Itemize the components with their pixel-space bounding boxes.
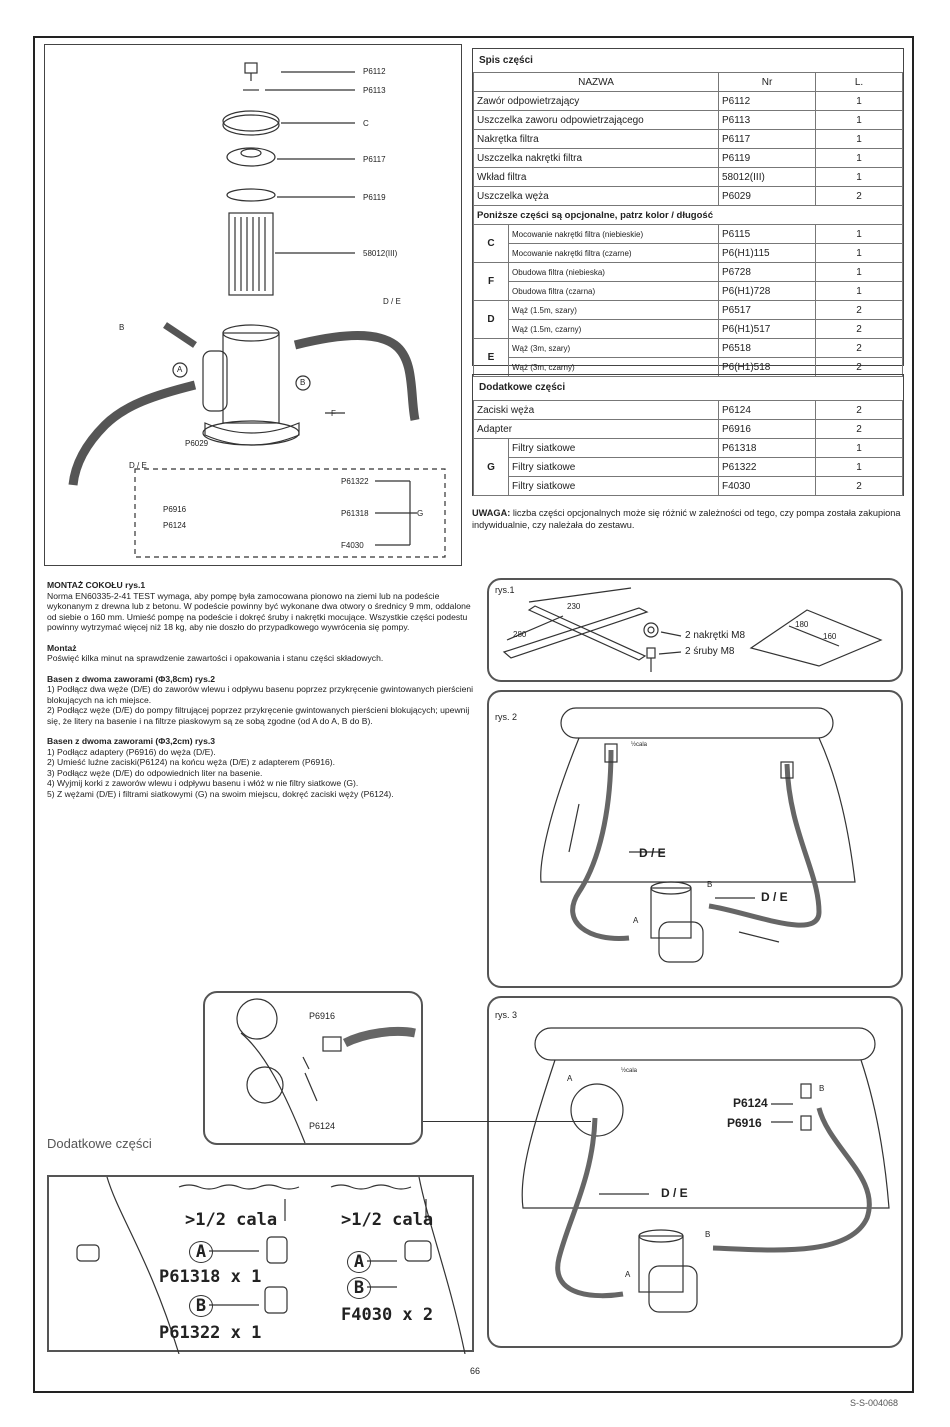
part-name: Wąż (1.5m, szary) [509, 301, 719, 320]
fig1-bolts: 2 śruby M8 [685, 646, 735, 657]
fig2-half-inch: ½cala [631, 742, 648, 748]
right-b: B [347, 1277, 371, 1299]
table-row [474, 130, 903, 149]
table-row [474, 263, 903, 282]
label-f: F [331, 409, 336, 418]
table-row [474, 458, 903, 477]
part-name: Uszczelka węża [474, 187, 719, 206]
fig1-label: rys.1 [495, 585, 515, 595]
parts-list-panel [472, 48, 904, 373]
table-row [474, 339, 903, 358]
exploded-view-panel [44, 44, 462, 566]
table-row [474, 225, 903, 244]
table-row [474, 149, 903, 168]
hose-right [295, 336, 415, 420]
fig3-p6124: P6124 [733, 1096, 768, 1110]
part-qty: 1 [816, 149, 903, 168]
part-name: Mocowanie nakrętki filtra (niebieskie) [509, 225, 719, 244]
kit-g: G [417, 509, 424, 518]
part-name: Adapter [474, 420, 719, 439]
part-name: Filtry siatkowe [509, 477, 719, 496]
part-name: Uszczelka zaworu odpowietrzającego [474, 111, 719, 130]
instructions [47, 580, 477, 799]
group-letter: F [474, 263, 509, 301]
label-p6029: P6029 [185, 439, 209, 448]
kit-p6916: P6916 [163, 505, 187, 514]
label-de-bottom: D / E [129, 461, 147, 470]
pool2-step-4: 4) Wyjmij korki z zaworów wlewu i odpływu basenu i włóż w nie filtry siatkowe (G). [47, 778, 359, 788]
group-letter: E [474, 339, 509, 377]
pool1-step-2: 2) Podłącz węże (D/E) do pompy filtrującej poprzez przykręcenie gwintowanych pierścieni blokujących; upewnij się, że litery na basenie i na filtrze piaskowym są ze sobą zgodne (od A do A, B do B). [47, 705, 470, 726]
table-row [474, 111, 903, 130]
part-name: Zawór odpowietrzający [474, 92, 719, 111]
part-qty: 2 [816, 477, 903, 496]
pool-rim [561, 708, 833, 738]
page-number: 66 [470, 1366, 481, 1376]
part-nr: 58012(III) [719, 168, 816, 187]
pool-connection-diagram-2 [489, 692, 905, 990]
part-nr: F4030 [719, 477, 816, 496]
fig2-label: rys. 2 [495, 712, 518, 722]
exploded-diagram [45, 45, 463, 567]
extra-parts-panel [472, 374, 904, 496]
fig3-b-bottom: B [705, 1230, 711, 1239]
note [472, 507, 902, 531]
part-name: Wąż (3m, szary) [509, 339, 719, 358]
pool1-step-1: 1) Podłącz dwa węże (D/E) do zaworów wlewu i odpływu basenu poprzez przykręcenie gwintowanych pierścieni blokujących na ich miejsce. [47, 684, 474, 705]
fig3-half-inch: ½cala [621, 1068, 638, 1074]
pool1-title: Basen z dwoma zaworami (Φ3,8cm) rys.2 [47, 673, 216, 684]
mount-title: MONTAŻ COKOŁU rys.1 [47, 580, 146, 590]
part-qty: 1 [816, 111, 903, 130]
pool2-step-1: 1) Podłącz adaptery (P6916) do węża (D/E). [47, 746, 216, 757]
note-label: UWAGA: [472, 508, 511, 518]
part-nr: P6119 [719, 149, 816, 168]
col-qty: L. [816, 73, 903, 92]
part-name: Wąż (3m, czarny) [509, 358, 719, 377]
extra-section-panel [47, 1175, 474, 1352]
label-b-right: B [300, 378, 306, 387]
label-de-top: D / E [383, 297, 401, 306]
assembly-text: Poświęć kilka minut na sprawdzenie zawartości i opakowania i stanu części składowych. [47, 653, 384, 663]
part-nr: P6029 [719, 187, 816, 206]
left-b-part: P61322 x 1 [159, 1323, 262, 1343]
kit-p6124: P6124 [163, 521, 187, 530]
extra-section-title: Dodatkowe części [47, 1136, 152, 1151]
part-qty: 1 [816, 168, 903, 187]
part-qty: 2 [816, 420, 903, 439]
part-qty: 1 [816, 263, 903, 282]
optional-title: Poniższe części są opcjonalne, patrz kolor / długość [474, 206, 903, 225]
part-qty: 1 [816, 92, 903, 111]
detail-p6124: P6124 [309, 1121, 336, 1131]
part-qty: 1 [816, 244, 903, 263]
fig2-b: B [707, 880, 713, 889]
part-name: Obudowa filtra (niebieska) [509, 263, 719, 282]
part-nr: P6728 [719, 263, 816, 282]
part-nr: P61318 [719, 439, 816, 458]
table-row [474, 420, 903, 439]
left-b: B [189, 1295, 213, 1317]
table-row [474, 168, 903, 187]
fig1-dim-280: 280 [513, 630, 527, 639]
fig1-nuts: 2 nakrętki M8 [685, 630, 746, 641]
label-p6112: P6112 [363, 67, 386, 76]
fig2-a: A [633, 916, 639, 925]
table-row [474, 320, 903, 339]
filter-cartridge [229, 213, 273, 295]
pool2-step-2: 2) Umieść luźne zaciski(P6124) na końcu węża (D/E) z adapterem (P6916). [47, 757, 336, 767]
col-nr: Nr [719, 73, 816, 92]
part-qty: 2 [816, 358, 903, 377]
part-name: Filtry siatkowe [509, 458, 719, 477]
label-b-left: B [119, 323, 125, 332]
pool2-step-5: 5) Z wężami (D/E) i filtrami siatkowymi (G) na swoim miejscu, dokręć zaciski węży (P6124). [47, 788, 394, 799]
part-name: Obudowa filtra (czarna) [509, 282, 719, 301]
figure-2 [487, 690, 903, 988]
adapter-detail [203, 991, 423, 1145]
label-p6117: P6117 [363, 155, 386, 164]
part-qty: 2 [816, 339, 903, 358]
part-qty: 2 [816, 301, 903, 320]
part-nr: P61322 [719, 458, 816, 477]
air-valve [245, 63, 257, 73]
part-qty: 1 [816, 282, 903, 301]
left-a: A [189, 1241, 213, 1263]
detail-p6916: P6916 [309, 1011, 336, 1021]
part-name: Wąż (1.5m, czarny) [509, 320, 719, 339]
part-nr: P6(H1)518 [719, 358, 816, 377]
part-qty: 1 [816, 439, 903, 458]
part-qty: 1 [816, 130, 903, 149]
part-nr: P6117 [719, 130, 816, 149]
col-name: NAZWA [474, 73, 719, 92]
part-qty: 2 [816, 401, 903, 420]
right-heading: >1/2 cala [341, 1210, 434, 1230]
table-row [474, 477, 903, 496]
part-nr: P6916 [719, 420, 816, 439]
part-name: Mocowanie nakrętki filtra (czarne) [509, 244, 719, 263]
part-nr: P6112 [719, 92, 816, 111]
part-nr: P6115 [719, 225, 816, 244]
pool-connection-diagram-3 [489, 998, 905, 1350]
part-nr: P6(H1)115 [719, 244, 816, 263]
part-qty: 1 [816, 458, 903, 477]
label-cartridge: 58012(III) [363, 249, 398, 258]
hose-left [73, 385, 195, 485]
parts-table [473, 72, 903, 377]
part-qty: 2 [816, 187, 903, 206]
label-c: C [363, 119, 369, 128]
right-part: F4030 x 2 [341, 1305, 434, 1325]
left-heading: >1/2 cala [185, 1210, 278, 1230]
fig3-p6916: P6916 [727, 1116, 762, 1130]
fig3-de: D / E [661, 1186, 688, 1200]
filter-cap-ring [223, 115, 279, 135]
right-a: A [347, 1251, 371, 1273]
part-name: Filtry siatkowe [509, 439, 719, 458]
part-nr: P6124 [719, 401, 816, 420]
pump-housing [223, 333, 279, 423]
part-nr: P6(H1)728 [719, 282, 816, 301]
fig1-dim-230: 230 [567, 602, 581, 611]
label-p6119: P6119 [363, 193, 386, 202]
parts-list-title: Spis części [479, 55, 533, 66]
connector-line [423, 1121, 591, 1122]
part-nr: P6518 [719, 339, 816, 358]
label-a: A [177, 365, 183, 374]
figure-1 [487, 578, 903, 682]
part-name: Nakrętka filtra [474, 130, 719, 149]
fig1-dim-180: 180 [795, 620, 809, 629]
fig3-a-top: A [567, 1074, 573, 1083]
fig3-b-top: B [819, 1084, 825, 1093]
mount-text: Norma EN60335-2-41 TEST wymaga, aby pompę była zamocowana pionowo na ziemi lub na podeście wykonanym z drewna lub z betonu. W podeście powinny być wykonane dwa otwory o średnicy 9 mm, oddalone od siebie o 160 mm. Umieść pompę na podeście i dokręć śruby i nakrętki mocujące. Wszystkie części podestu powinny wytrzymać więcej niż 18 kg, aby nie doszło do przypadkowego wywrócenia się pompy. [47, 590, 471, 632]
part-name: Uszczelka nakrętki filtra [474, 149, 719, 168]
table-row [474, 439, 903, 458]
left-a-part: P61318 x 1 [159, 1267, 262, 1287]
fig2-de-2: D / E [761, 890, 788, 904]
part-name: Wkład filtra [474, 168, 719, 187]
fig3-label: rys. 3 [495, 1010, 518, 1020]
pool2-title: Basen z dwoma zaworami (Φ3,2cm) rys.3 [47, 736, 216, 746]
group-letter: G [474, 439, 509, 496]
assembly-title: Montaż [47, 642, 77, 653]
kit-p61318: P61318 [341, 509, 369, 518]
part-qty: 2 [816, 320, 903, 339]
group-letter: C [474, 225, 509, 263]
table-row [474, 282, 903, 301]
kit-p61322: P61322 [341, 477, 369, 486]
pool2-step-3: 3) Podłącz węże (D/E) do odpowiednich liter na basenie. [47, 767, 263, 778]
fig3-a-bottom: A [625, 1270, 631, 1279]
fig2-de-1: D / E [639, 846, 666, 860]
part-nr: P6(H1)517 [719, 320, 816, 339]
table-row [474, 401, 903, 420]
table-row [474, 244, 903, 263]
part-nr: P6113 [719, 111, 816, 130]
figure-3 [487, 996, 903, 1348]
footer-code: S-S-004068 [850, 1398, 899, 1408]
table-row [474, 187, 903, 206]
table-row [474, 301, 903, 320]
part-nr: P6517 [719, 301, 816, 320]
kit-f4030: F4030 [341, 541, 364, 550]
table-row [474, 92, 903, 111]
part-name: Zaciski węża [474, 401, 719, 420]
fig1-dim-160: 160 [823, 632, 837, 641]
cap-seal [227, 189, 275, 201]
extra-parts-title: Dodatkowe części [479, 382, 566, 393]
label-p6113: P6113 [363, 86, 386, 95]
extra-parts-table [473, 400, 903, 496]
part-qty: 1 [816, 225, 903, 244]
group-letter: D [474, 301, 509, 339]
strainer-diagram [49, 1177, 476, 1354]
note-text: liczba części opcjonalnych może się różnić w zależności od tego, czy pompa została zakupiona indywidualnie, czy należała do zestawu. [472, 508, 901, 530]
